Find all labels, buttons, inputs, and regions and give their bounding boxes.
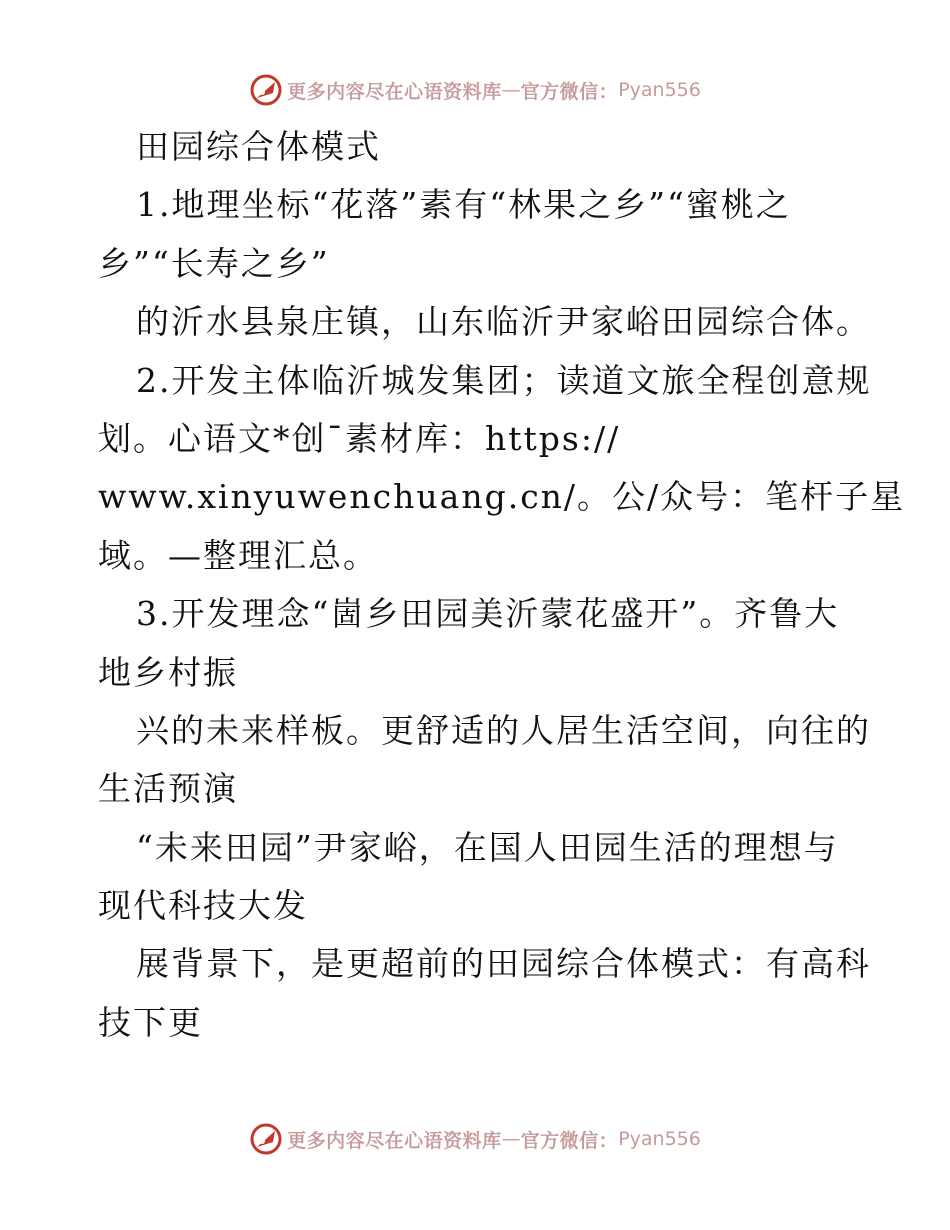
text-line: 田园综合体模式 <box>136 127 381 166</box>
text-line: 1.地理坐标“花落”素有“林果之乡”“蜜桃之 <box>136 185 791 225</box>
text-line: 的沂水县泉庄镇，山东临沂尹家峪田园综合体。 <box>136 302 871 342</box>
text-line: 域。—整理汇总。 <box>98 535 378 575</box>
watermark-suffix: 官方微信： <box>520 80 619 103</box>
text-line: “未来田园”尹家峪，在国人田园生活的理想与 <box>136 827 839 867</box>
watermark-id: Pyan556 <box>618 1128 701 1150</box>
text-line: 兴的未来样板。更舒适的人居生活空间，向往的 <box>136 710 871 750</box>
text-line: 技下更 <box>98 1002 203 1042</box>
text-line: 划。心语文*创¯素材库：https:// <box>98 418 621 458</box>
text-line: 乡”“长寿之乡” <box>98 243 330 283</box>
text-line: 地乡村振 <box>98 652 238 692</box>
header-watermark <box>0 70 950 110</box>
watermark-dash: — <box>501 1128 521 1150</box>
text-line: 现代科技大发 <box>98 886 308 926</box>
footer-watermark <box>0 1119 950 1159</box>
watermark-text: 更多内容尽在心语资料库 <box>287 80 502 103</box>
watermark-suffix: 官方微信： <box>520 1129 619 1152</box>
text-line: www.xinyuwenchuang.cn/。公/众号：笔杆子星 <box>98 477 906 517</box>
watermark-id: Pyan556 <box>618 79 701 101</box>
quill-seal-icon <box>249 1122 283 1156</box>
text-line: 2.开发主体临沂城发集团；读道文旅全程创意规 <box>136 360 872 400</box>
text-line: 3.开发理念“崮乡田园美沂蒙花盛开”。齐鲁大 <box>136 594 840 634</box>
text-line: 生活预演 <box>98 769 238 809</box>
watermark-dash: — <box>501 79 521 101</box>
quill-seal-icon <box>249 73 283 107</box>
text-line: 展背景下，是更超前的田园综合体模式：有高科 <box>136 944 871 984</box>
watermark-text: 更多内容尽在心语资料库 <box>287 1129 502 1152</box>
document-body <box>98 118 906 1052</box>
